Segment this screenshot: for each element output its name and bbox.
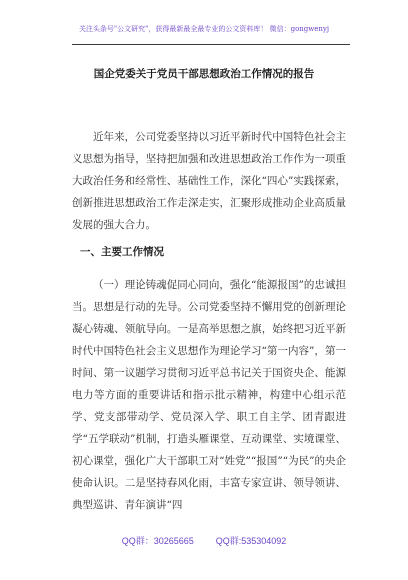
- footer-contact: [0, 534, 408, 547]
- document-title: 国企党委关于党员干部思想政治工作情况的报告: [93, 68, 315, 80]
- header-rule: [72, 44, 350, 45]
- footer-qq-group-1: QQ群：30265665: [121, 536, 194, 546]
- section-heading: 一、主要工作情况: [80, 246, 164, 258]
- header-banner: 关注头条号"公文研究"，获得最新最全最专业的公文资料库！ 微信：gongwenyj: [78, 25, 330, 33]
- section-paragraph: （一）理论铸魂促同心同向，强化“能源报国”的忠诚担当。思想是行动的先导。公司党委坚持不懈用党的创新理论凝心铸魂、领航导向。一是高举思想之旗，始终把习近平新时代中国特色社会主义思想作为理论学习“第一内容”，第一时间、第一议题学习贯彻习近平总书记关于国资央企、能源电力等方面的重要讲话和指示批示精神，构建中心组示范学、党支部带动学、党员深入学、职工自主学、团青跟进学“五学联动”机制，打造头雁课堂、互动课堂、实境课堂、初心课堂，强化广大干部职工对“姓党”“报国”“为民”的央企使命认识。二是坚持春风化雨，丰富专家宣讲、领导领讲、典型巡讲、青年演讲“四: [72, 279, 346, 511]
- intro-paragraph: 近年来，公司党委坚持以习近平新时代中国特色社会主义思想为指导，坚持把加强和改进思想政治工作作为一项重大政治任务和经常性、基础性工作，深化“四心”实践探索，创新推进思想政治工作走深走实，汇聚形成推动企业高质量发展的强大合力。: [72, 131, 346, 231]
- footer-qq-group-2: QQ群:535304092: [215, 536, 287, 546]
